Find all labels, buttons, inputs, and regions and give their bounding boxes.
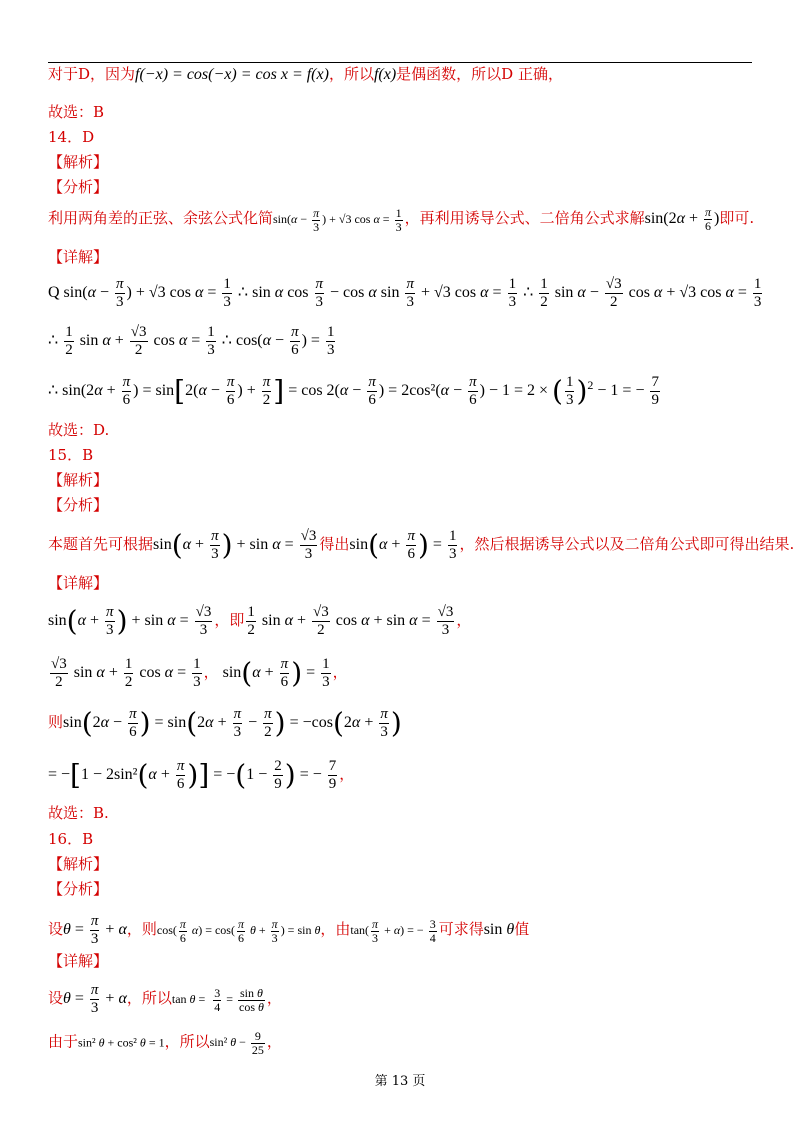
q16-fenxi-heading: 【分析】 (48, 880, 109, 898)
q13-prefix: 对于D，因为 (48, 65, 136, 83)
q16-step1-a: 设 (48, 989, 64, 1008)
q14-analysis-a: 利用两角差的正弦、余弦公式化简 (48, 209, 274, 228)
q16-step1-c: ， (266, 989, 282, 1008)
q16-jiexi-heading: 【解析】 (48, 855, 109, 873)
q14-step3: ∴ sin(2α + $\frac{\pi}{6}$ ) = sin[2(α − $\frac{\pi}{6}$ ) + $\frac{\pi}{2}$ ] = cos 2(α − $\frac{\pi}{6}$ ) = 2cos²(α − $\frac{\pi}{6}$ ) − 1 = 2 × ( $\frac{1}{3}$ )$^2$ − 1 = − $\frac{7}{9}$ (48, 374, 659, 408)
q13-formula: f(−x) = cos(−x) = cos x = f(x) (135, 66, 329, 83)
q16-xiangjie-heading: 【详解】 (48, 952, 109, 970)
q15-step1-mid: ，即 (214, 611, 245, 630)
q15-fenxi-heading: 【分析】 (48, 496, 109, 514)
q14-analysis-c: 即可. (719, 209, 755, 228)
q14-answer: 故选：D. (48, 421, 110, 439)
q15-answer: 故选：B. (48, 804, 109, 822)
q15-step2-mid: ， (203, 663, 219, 682)
header-rule (48, 62, 752, 63)
q15-analysis-c: ，然后根据诱导公式以及二倍角公式即可得出结果. (459, 535, 795, 554)
q15-analysis (48, 528, 794, 563)
q14-analysis-formula1: sin(α − $\frac{\pi}{3}$ ) + √3 cos α = $\frac{1}{3}$ (273, 205, 402, 234)
q16-analysis-a: 设 (48, 920, 64, 939)
q16-analysis-e: 值 (514, 920, 530, 939)
q13-middle: ，所以 (328, 65, 374, 83)
q14-jiexi-heading: 【解析】 (48, 153, 109, 171)
q15-step2: $\frac{√3}{2}$ sin α + $\frac{1}{2}$ cos α = $\frac{1}{3}$ ， sin(α + $\frac{\pi}{6}$ ) = $\frac{1}{3}$ ， (51, 656, 348, 690)
page-footer: 第 13 页 (374, 1074, 426, 1089)
q15-step3-prefix: 则 (48, 713, 64, 732)
q15-step4-end: ， (339, 765, 355, 784)
q13-conclusion-line (48, 64, 563, 85)
q15-step3: 则sin(2α − $\frac{\pi}{6}$ ) = sin(2α + $\frac{\pi}{3}$ − $\frac{\pi}{2}$ ) = −cos(2α + $\frac{\pi}{3}$ ) (48, 706, 402, 740)
q15-step2-end: ， (332, 663, 348, 682)
q16-step2: 由于sin² θ + cos² θ = 1，所以sin² θ − $\frac{9}{25}$ ， (48, 1029, 282, 1057)
q15-step1: sin(α + $\frac{\pi}{3}$ ) + sin α = $\frac{√3}{3}$ ，即 $\frac{1}{2}$ sin α + $\frac{√3}{2}$ cos α + sin α = $\frac{√3}{3}$ ， (48, 604, 472, 638)
q16-step1-b: ，所以 (126, 989, 172, 1008)
q16-step2-b: ，所以 (164, 1032, 210, 1051)
q14-step1: Q sin(α − $\frac{\pi}{3}$ ) + √3 cos α = $\frac{1}{3}$ ∴ sin α cos $\frac{\pi}{3}$ − cos α sin $\frac{\pi}{3}$ + √3 cos α = $\frac{1}{3}$ ∴ $\frac{1}{2}$ sin α − $\frac{√3}{2}$ cos α + √3 cos α = $\frac{1}{3}$ (48, 276, 762, 310)
q16-analysis-d: 可求得 (438, 920, 484, 939)
q15-step4: = −[1 − 2sin²(α + $\frac{\pi}{6}$ )] = −(1 − $\frac{2}{9}$ ) = − $\frac{7}{9}$ ， (48, 758, 355, 792)
q15-analysis-formula1: sin(α + $\frac{\pi}{3}$ ) + sin α = $\frac{√3}{3}$ (153, 528, 317, 562)
q16-step1: 设θ = $\frac{\pi}{3}$ + α，所以tan θ = $\frac{3}{4}$ = $\frac{\text{sin θ}}{\text{cos θ}}$ ， (48, 982, 282, 1016)
q14-fenxi-heading: 【分析】 (48, 178, 109, 196)
q15-number: 15．B (48, 446, 94, 464)
q14-analysis (48, 206, 754, 234)
q15-jiexi-heading: 【解析】 (48, 471, 109, 489)
q15-step1-end: ， (456, 611, 472, 630)
q14-number: 14．D (48, 128, 95, 146)
q15-xiangjie-heading: 【详解】 (48, 574, 109, 592)
q14-step2: ∴ $\frac{1}{2}$ sin α + $\frac{√3}{2}$ cos α = $\frac{1}{3}$ ∴ cos(α − $\frac{\pi}{6}$ ) = $\frac{1}{3}$ (48, 324, 335, 358)
q15-analysis-a: 本题首先可根据 (48, 535, 154, 554)
q13-answer: 故选：B (48, 103, 105, 121)
q13-fx: f(x) (373, 66, 397, 83)
q16-analysis-c: ，由 (320, 920, 351, 939)
q14-analysis-formula2: sin(2α + $\frac{\pi}{6}$ ) (644, 205, 720, 233)
q16-step2-c: ， (266, 1032, 282, 1051)
q13-suffix: 是偶函数，所以D 正确， (396, 65, 563, 83)
q14-analysis-b: ，再利用诱导公式、二倍角公式求解 (404, 209, 645, 228)
q16-analysis: 设θ = $\frac{\pi}{3}$ + α，则cos( $\frac{\pi}{6}$ α) = cos( $\frac{\pi}{6}$ θ + $\frac{\pi}{3}$ ) = sin θ，由tan( $\frac{\pi}{3}$ + α) = − $\frac{3}{4}$ 可求得sin θ值 (48, 913, 530, 947)
q16-step2-a: 由于 (48, 1032, 79, 1051)
q16-analysis-b: ，则 (126, 920, 157, 939)
q14-xiangjie-heading: 【详解】 (48, 248, 109, 266)
q15-analysis-b: 得出 (319, 535, 350, 554)
q16-number: 16．B (48, 830, 94, 848)
q15-analysis-formula2: sin(α + $\frac{\pi}{6}$ ) = $\frac{1}{3}$ (349, 528, 457, 562)
